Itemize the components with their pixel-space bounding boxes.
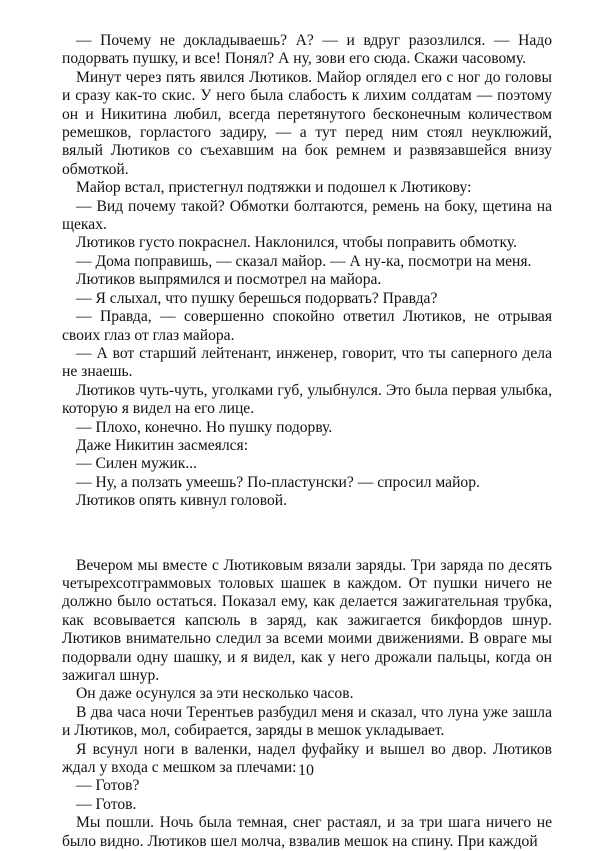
- paragraph: Майор встал, пристегнул подтяжки и подошел к Лютикову:: [76, 179, 472, 197]
- paragraph: Минут через пять явился Лютиков. Майор оглядел его с ног до головы и сразу как-то скис. У него была слабость к лихим солдатам — поэтому он и Никитина любил, всегда перетянутого бесконечным количеством ремешков, горластого задиру, — а тут перед ним стоял неуклюжий, вялый Лютиков со съехавшим на бок ремнем и развязавшейся внизу обмоткой.: [62, 68, 552, 178]
- paragraph: Вечером мы вместе с Лютиковым вязали заряды. Три заряда по десять четырехсотграммовых толовых шашек в каждом. От пушки ничего не должно было остаться. Показал ему, как делается зажигательная трубка, как всовывается капсюль в заряд, как зажигается бикфордов шнур. Лютиков внимательно следил за всеми моими движениями. В овраге мы подорвали одну шашку, и я видел, как у него дрожали пальцы, когда он зажигал шнур.: [62, 556, 552, 684]
- paragraph: — А вот старший лейтенант, инженер, говорит, что ты саперного дела не знаешь.: [62, 344, 552, 381]
- paragraph: Мы пошли. Ночь была темная, снег растаял, и за три шага ничего не было видно. Лютиков шел молча, взвалив мешок на спину. При каждой: [62, 814, 552, 850]
- paragraph: — Дома поправишь, — сказал майор. — А ну-ка, посмотри на меня.: [76, 252, 532, 270]
- paragraph: — Я слыхал, что пушку берешься подорвать? Правда?: [76, 289, 438, 307]
- paragraph: Даже Никитин засмеялся:: [76, 436, 249, 454]
- paragraph: — Вид почему такой? Обмотки болтаются, ремень на боку, щетина на щеках.: [62, 197, 552, 234]
- paragraph: — Почему не докладываешь? А? — и вдруг разозлился. — Надо подорвать пушку, и все! Понял? А ну, зови его сюда. Скажи часовому.: [62, 32, 552, 68]
- paragraph: Он даже осунулся за эти несколько часов.: [76, 685, 354, 703]
- paragraph: Лютиков чуть-чуть, уголками губ, улыбнулся. Это была первая улыбка, которую я видел на его лице.: [62, 381, 552, 418]
- paragraph: — Ну, а ползать умеешь? По-пластунски? — спросил майор.: [76, 473, 480, 491]
- paragraph: — Готов.: [76, 795, 137, 813]
- paragraph: Лютиков опять кивнул головой.: [76, 492, 288, 510]
- paragraph: — Плохо, конечно. Но пушку подорву.: [76, 418, 333, 436]
- page-number: 10: [298, 762, 314, 779]
- page-text: [62, 32, 552, 851]
- paragraph: Лютиков густо покраснел. Наклонился, чтобы поправить обмотку.: [76, 234, 517, 252]
- paragraph: Я всунул ноги в валенки, надел фуфайку и вышел во двор. Лютиков ждал у входа с мешком за плечами:: [62, 740, 552, 777]
- section-break: [62, 511, 552, 557]
- paragraph: — Правда, — совершенно спокойно ответил Лютиков, не отрывая своих глаз от глаз майора.: [62, 308, 552, 344]
- paragraph: Лютиков выпрямился и посмотрел на майора.: [76, 271, 382, 289]
- paragraph: — Готов?: [76, 777, 140, 795]
- paragraph: В два часа ночи Терентьев разбудил меня и сказал, что луна уже зашла и Лютиков, мол, собирается, заряды в мешок укладывает.: [62, 703, 552, 740]
- paragraph: — Силен мужик...: [76, 455, 198, 473]
